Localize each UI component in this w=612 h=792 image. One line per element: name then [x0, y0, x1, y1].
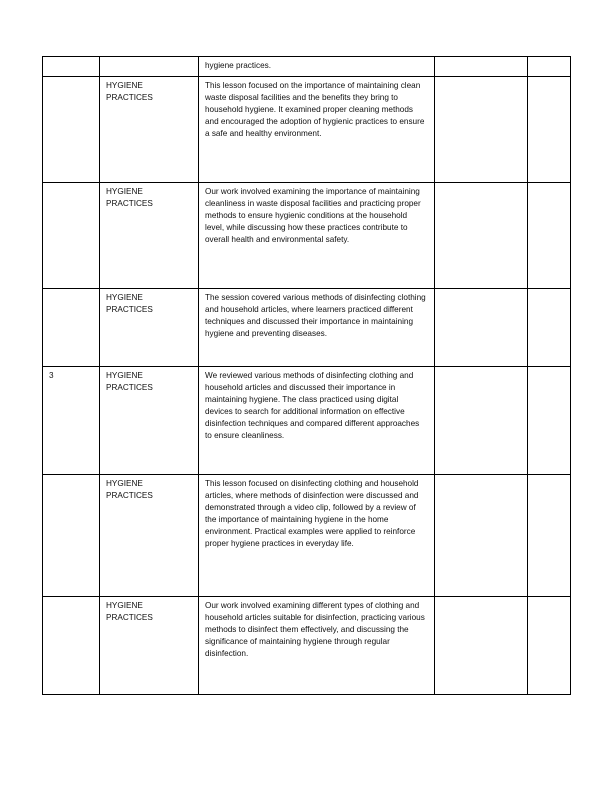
topic-cell: HYGIENE PRACTICES [100, 475, 199, 597]
week-cell [43, 183, 100, 289]
empty-cell [435, 475, 528, 597]
empty-cell [435, 57, 528, 77]
table-row [43, 57, 571, 77]
week-cell [43, 597, 100, 695]
empty-cell [435, 597, 528, 695]
topic-cell: HYGIENE PRACTICES [100, 597, 199, 695]
topic-cell: HYGIENE PRACTICES [100, 367, 199, 475]
topic-cell: HYGIENE PRACTICES [100, 183, 199, 289]
empty-cell [528, 475, 571, 597]
empty-cell [435, 289, 528, 367]
empty-cell [528, 77, 571, 183]
week-cell [43, 57, 100, 77]
week-cell [43, 77, 100, 183]
description-cell: This lesson focused on disinfecting clothing and household articles, where methods of disinfection were discussed and demonstrated through a video clip, followed by a review of the importance of maintaining hygiene in the home environment. Practical examples were applied to reinforce proper hygiene practices in everyday life. [199, 475, 435, 597]
topic-cell [100, 57, 199, 77]
empty-cell [435, 77, 528, 183]
topic-cell: HYGIENE PRACTICES [100, 289, 199, 367]
table-row [43, 475, 571, 597]
description-cell: Our work involved examining the importance of maintaining cleanliness in waste disposal facilities and practicing proper methods to ensure hygienic conditions at the household level, while discussing how these practices contribute to overall health and environmental safety. [199, 183, 435, 289]
topic-cell: HYGIENE PRACTICES [100, 77, 199, 183]
empty-cell [528, 183, 571, 289]
week-cell: 3 [43, 367, 100, 475]
week-cell [43, 475, 100, 597]
empty-cell [528, 57, 571, 77]
table-row [43, 77, 571, 183]
empty-cell [528, 367, 571, 475]
lesson-log-table [42, 56, 571, 695]
description-cell: The session covered various methods of disinfecting clothing and household articles, where learners practiced different techniques and discussed their importance in maintaining hygiene and preventing diseases. [199, 289, 435, 367]
table-row [43, 183, 571, 289]
week-cell [43, 289, 100, 367]
empty-cell [435, 367, 528, 475]
empty-cell [528, 597, 571, 695]
description-cell: hygiene practices. [199, 57, 435, 77]
description-cell: This lesson focused on the importance of maintaining clean waste disposal facilities and the benefits they bring to household hygiene. It examined proper cleaning methods and encouraged the adoption of hygienic practices to ensure a safe and healthy environment. [199, 77, 435, 183]
table-row [43, 289, 571, 367]
table-row [43, 367, 571, 475]
description-cell: We reviewed various methods of disinfecting clothing and household articles and discussed their importance in maintaining hygiene. The class practiced using digital devices to search for additional information on effective disinfection techniques and compared different approaches to ensure cleanliness. [199, 367, 435, 475]
empty-cell [435, 183, 528, 289]
table-row [43, 597, 571, 695]
empty-cell [528, 289, 571, 367]
description-cell: Our work involved examining different types of clothing and household articles suitable for disinfection, practicing various methods to disinfect them effectively, and discussing the significance of maintaining hygiene through regular disinfection. [199, 597, 435, 695]
